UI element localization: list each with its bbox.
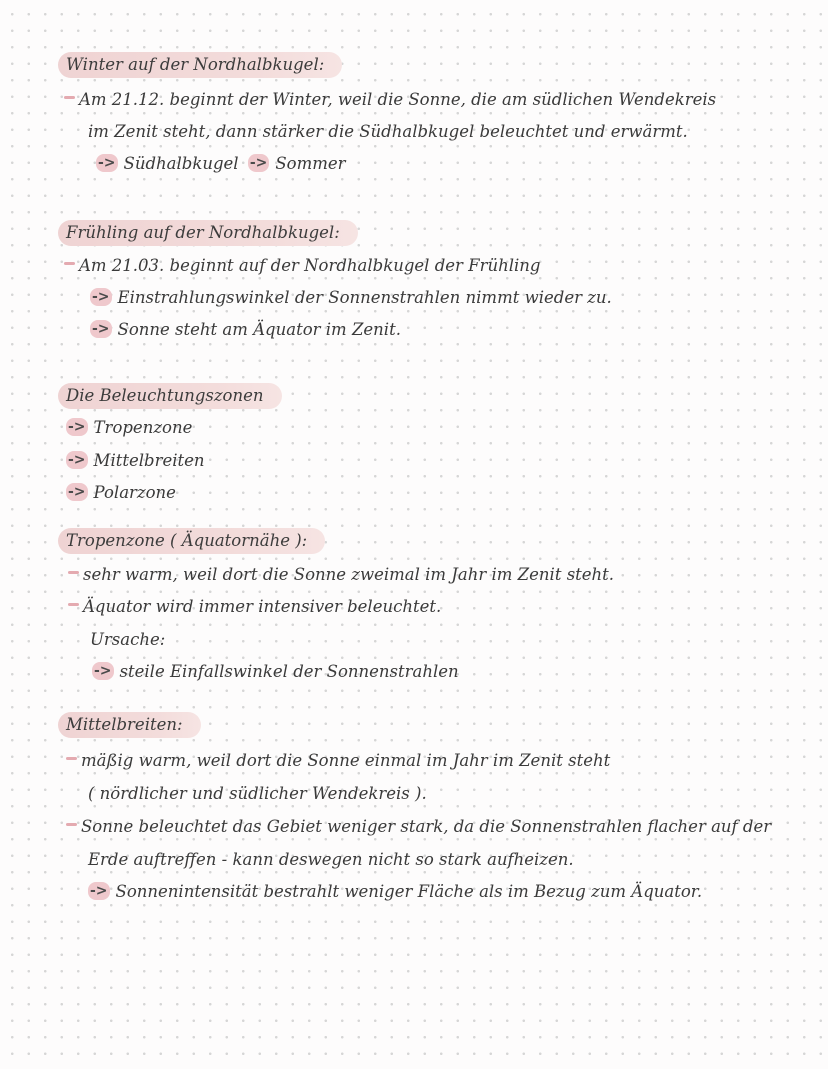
winter-line-1 xyxy=(64,86,716,114)
fruehling-line-1 xyxy=(64,252,541,280)
bullet-dash-icon xyxy=(64,262,75,265)
fruehling-text-1: Am 21.03. beginnt auf der Nordhalbkugel der Frühling xyxy=(79,256,541,275)
mittelbreiten-line-3 xyxy=(66,813,771,841)
arrow-icon: -> xyxy=(94,662,112,679)
heading-beleuchtungszonen: Die Beleuchtungszonen xyxy=(58,383,282,409)
tropenzone-text-1: sehr warm, weil dort die Sonne zweimal im Jahr im Zenit steht. xyxy=(83,565,615,584)
tropenzone-arrow-1: steile Einfallswinkel der Sonnenstrahlen xyxy=(119,662,459,681)
tropenzone-line-3: Ursache: xyxy=(90,630,166,649)
heading-mittelbreiten: Mittelbreiten: xyxy=(58,712,201,738)
arrow-icon: -> xyxy=(68,451,86,468)
winter-arrow-line xyxy=(96,150,346,178)
bullet-dash-icon xyxy=(68,603,79,606)
fruehling-arrow-line-1 xyxy=(90,284,612,312)
winter-line-2: im Zenit steht, dann stärker die Südhalbkugel beleuchtet und erwärmt. xyxy=(88,122,688,141)
arrow-icon: -> xyxy=(98,154,116,171)
mittelbreiten-arrow-1: Sonnenintensität bestrahlt weniger Fläche als im Bezug zum Äquator. xyxy=(115,882,703,901)
arrow-icon: -> xyxy=(92,288,110,305)
mittelbreiten-text-1: mäßig warm, weil dort die Sonne einmal im Jahr im Zenit steht xyxy=(81,751,611,770)
arrow-icon: -> xyxy=(90,882,108,899)
bullet-dash-icon xyxy=(66,757,77,760)
zonen-item-2 xyxy=(66,447,205,475)
heading-tropenzone: Tropenzone ( Äquatornähe ): xyxy=(58,528,325,554)
tropenzone-line-2 xyxy=(68,593,441,621)
tropenzone-text-2: Äquator wird immer intensiver beleuchtet. xyxy=(83,597,442,616)
zonen-item-3-text: Polarzone xyxy=(93,483,176,502)
bullet-dash-icon xyxy=(66,823,77,826)
mittelbreiten-line-2: ( nördlicher und südlicher Wendekreis ). xyxy=(88,784,427,803)
fruehling-arrow-1: Einstrahlungswinkel der Sonnenstrahlen nimmt wieder zu. xyxy=(117,288,612,307)
mittelbreiten-line-1 xyxy=(66,747,610,775)
zonen-item-3 xyxy=(66,479,176,507)
fruehling-arrow-2: Sonne steht am Äquator im Zenit. xyxy=(117,320,401,339)
zonen-item-2-text: Mittelbreiten xyxy=(93,451,205,470)
fruehling-arrow-line-2 xyxy=(90,316,401,344)
mittelbreiten-line-4: Erde auftreffen - kann deswegen nicht so stark aufheizen. xyxy=(88,850,574,869)
arrow-icon: -> xyxy=(92,320,110,337)
zonen-item-1 xyxy=(66,414,192,442)
bullet-dash-icon xyxy=(68,571,79,574)
winter-arrow-a: Südhalbkugel xyxy=(123,154,239,173)
heading-fruehling: Frühling auf der Nordhalbkugel: xyxy=(58,220,358,246)
winter-arrow-b: Sommer xyxy=(275,154,346,173)
arrow-icon: -> xyxy=(68,418,86,435)
bullet-dash-icon xyxy=(64,96,75,99)
arrow-icon: -> xyxy=(249,154,268,171)
heading-winter: Winter auf der Nordhalbkugel: xyxy=(58,52,342,78)
mittelbreiten-text-3: Sonne beleuchtet das Gebiet weniger stark, da die Sonnenstrahlen flacher auf der xyxy=(81,817,772,836)
tropenzone-arrow-line xyxy=(92,658,459,686)
tropenzone-line-1 xyxy=(68,561,614,589)
zonen-item-1-text: Tropenzone xyxy=(93,418,193,437)
arrow-icon: -> xyxy=(68,483,86,500)
winter-text-1: Am 21.12. beginnt der Winter, weil die Sonne, die am südlichen Wendekreis xyxy=(79,90,717,109)
mittelbreiten-arrow-line xyxy=(88,878,702,906)
